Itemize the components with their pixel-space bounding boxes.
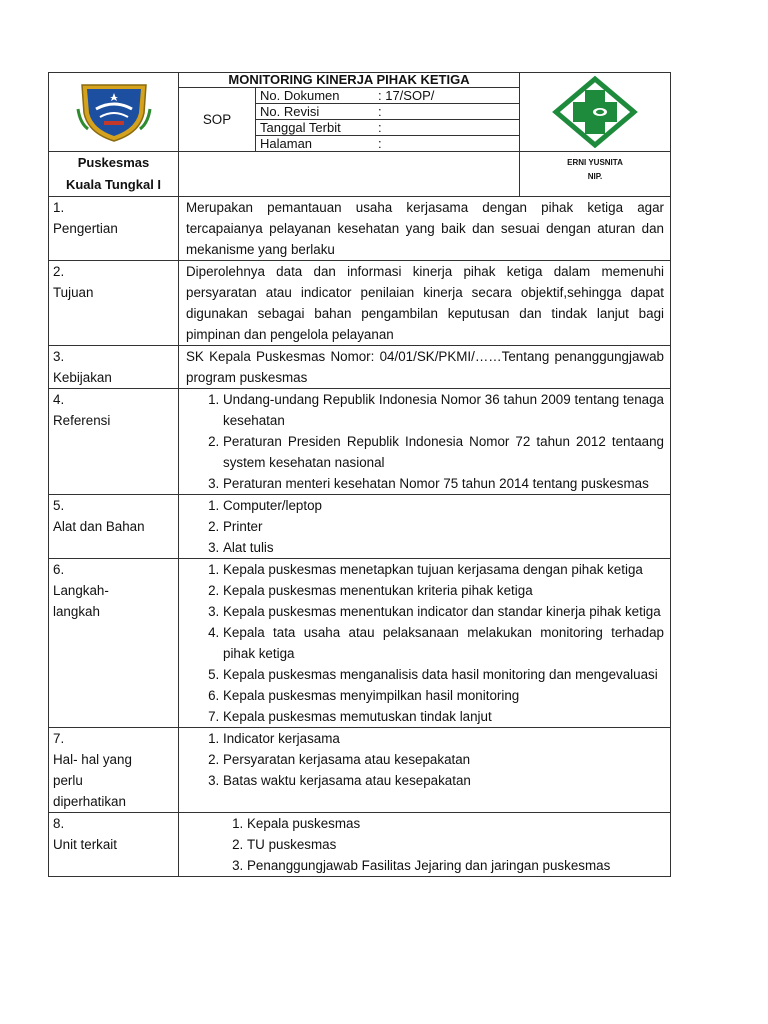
section-text: Diperolehnya data dan informasi kinerja pihak ketiga dalam memenuhi persyaratan atau indicator penilaian kinerja secara objektif,sehingga dapat digunakan sebagai bahan pengambilan keputusan dan tindak lanjut bagi pimpinan dan pengelola pelayanan xyxy=(179,261,671,346)
section-number: 4. xyxy=(53,392,65,407)
section-text: SK Kepala Puskesmas Nomor: 04/01/SK/PKMI/……Tentang penanggungjawab program puskesmas xyxy=(179,346,671,389)
field-label: Tanggal Terbit xyxy=(256,120,375,136)
section-row xyxy=(49,559,671,728)
section-number: 7. xyxy=(53,731,65,746)
list-item: 1. Indicator kerjasama xyxy=(223,728,664,749)
list-item: 7. Kepala puskesmas memutuskan tindak lanjut xyxy=(223,706,664,727)
section-row xyxy=(49,389,671,495)
list-item: 6. Kepala puskesmas menyimpilkan hasil monitoring xyxy=(223,685,664,706)
tools-list xyxy=(179,495,664,558)
list-item: 3. Alat tulis xyxy=(223,537,664,558)
signer-nip: NIP. xyxy=(587,172,603,181)
regional-crest-cell xyxy=(49,73,179,152)
steps-list xyxy=(179,559,664,727)
organization-name xyxy=(49,152,179,197)
field-value: : xyxy=(378,136,382,151)
section-label: Alat dan Bahan xyxy=(53,519,145,534)
section-label: Tujuan xyxy=(53,285,94,300)
title-block xyxy=(179,73,520,152)
field-value: : xyxy=(374,120,519,136)
signature-space xyxy=(179,152,520,197)
reference-list xyxy=(179,389,664,494)
signer-name: ERNI YUSNITA xyxy=(567,158,623,167)
org-line-1: Puskesmas xyxy=(77,155,150,170)
list-item: 2. Kepala puskesmas menentukan kriteria pihak ketiga xyxy=(223,580,664,601)
org-line-2: Kuala Tungkal I xyxy=(65,177,162,192)
section-number: 1. xyxy=(53,200,65,215)
section-label: Unit terkait xyxy=(53,837,117,852)
list-item: 5. Kepala puskesmas menganalisis data hasil monitoring dan mengevaluasi xyxy=(223,664,664,685)
list-item: 4. Kepala tata usaha atau pelaksanaan melakukan monitoring terhadap pihak ketiga xyxy=(223,622,664,664)
signer-block xyxy=(520,152,671,197)
section-label: Hal- hal yang perlu diperhatikan xyxy=(53,752,132,809)
section-row xyxy=(49,346,671,389)
sop-document xyxy=(48,72,670,877)
section-row xyxy=(49,197,671,261)
list-item: 2. Printer xyxy=(223,516,664,537)
regional-crest-icon xyxy=(74,79,154,145)
document-title: MONITORING KINERJA PIHAK KETIGA xyxy=(179,73,519,88)
list-item: 1. Kepala puskesmas menetapkan tujuan kerjasama dengan pihak ketiga xyxy=(223,559,664,580)
section-label: Pengertian xyxy=(53,221,118,236)
field-value: : 17/SOP/ xyxy=(374,88,519,104)
field-value: : xyxy=(374,104,519,120)
field-label: No. Revisi xyxy=(256,104,375,120)
section-number: 8. xyxy=(53,816,65,831)
section-row xyxy=(49,728,671,813)
section-number: 2. xyxy=(53,264,65,279)
list-item: 1. Kepala puskesmas xyxy=(247,813,664,834)
list-item: 3. Batas waktu kerjasama atau kesepakatan xyxy=(223,770,664,791)
related-units-list xyxy=(179,813,664,876)
list-item: 3. Penanggungjawab Fasilitas Jejaring dan jaringan puskesmas xyxy=(247,855,664,876)
puskesmas-cross-icon xyxy=(550,76,640,148)
sop-table xyxy=(48,72,671,877)
section-number: 5. xyxy=(53,498,65,513)
field-label: No. Dokumen xyxy=(256,88,375,104)
list-item: 2. TU puskesmas xyxy=(247,834,664,855)
section-text: Merupakan pemantauan usaha kerjasama dengan pihak ketiga agar tercapaianya pelayanan kesehatan yang baik dan sesuai dengan aturan dan mekanisme yang berlaku xyxy=(179,197,671,261)
section-number: 6. xyxy=(53,562,65,577)
list-item: 3. Kepala puskesmas menentukan indicator dan standar kinerja pihak ketiga xyxy=(223,601,664,622)
list-item: 3. Peraturan menteri kesehatan Nomor 75 tahun 2014 tentang puskesmas xyxy=(223,473,664,494)
list-item: 2. Persyaratan kerjasama atau kesepakatan xyxy=(223,749,664,770)
health-logo-cell xyxy=(520,73,671,152)
list-item: 2. Peraturan Presiden Republik Indonesia Nomor 72 tahun 2012 tentaang system kesehatan nasional xyxy=(223,431,664,473)
section-row xyxy=(49,261,671,346)
section-label: Referensi xyxy=(53,413,111,428)
notes-list xyxy=(179,728,664,791)
section-label: Kebijakan xyxy=(53,370,112,385)
list-item: 1. Computer/leptop xyxy=(223,495,664,516)
list-item: 1. Undang-undang Republik Indonesia Nomor 36 tahun 2009 tentang tenaga kesehatan xyxy=(223,389,664,431)
sop-label: SOP xyxy=(179,88,256,151)
field-label: Halaman xyxy=(260,136,313,151)
section-row xyxy=(49,813,671,877)
section-label: Langkah-langkah xyxy=(53,583,109,619)
section-number: 3. xyxy=(53,349,65,364)
section-row xyxy=(49,495,671,559)
